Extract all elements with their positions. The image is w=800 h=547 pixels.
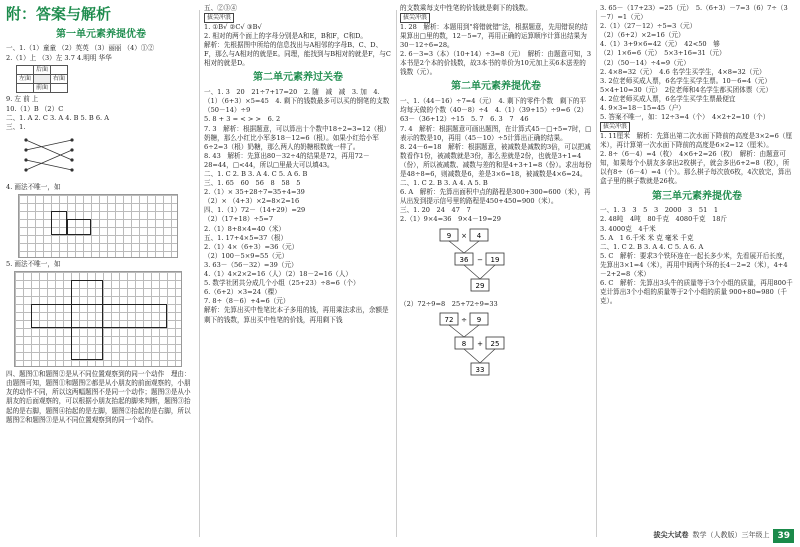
flow-value: 19 bbox=[490, 255, 500, 264]
page-number: 39 bbox=[773, 529, 794, 543]
tag-bajian: 拔尖冲浪 bbox=[600, 122, 630, 132]
svg-text:÷: ÷ bbox=[461, 315, 467, 324]
column-divider bbox=[199, 10, 200, 537]
answer-line: 五、②③④ bbox=[204, 4, 237, 12]
answer-line: （2）（17+18）÷5=7 bbox=[204, 215, 274, 224]
answer-line: 一、1. 3 3 5 3 2000 3 51 1 bbox=[600, 206, 719, 215]
answer-line: 的支数乘每支中性笔的价钱就是剩下的钱数。 bbox=[400, 4, 532, 12]
answer-line: 6. C 解析：先算出3头牛的质量等于3个小组的质量，再用800千克计算出3个小组的质量等于2个小组的质量 900+80=980（千克）。 bbox=[600, 279, 793, 306]
explanation: 解析：先根据图中所给的信息找出与A相邻的字母B、C、D、F，那么与A相对的就是E。同理，能找到与B相对的就是F，与C相对的就是D。 bbox=[204, 41, 391, 68]
svg-text:+: + bbox=[477, 339, 483, 348]
answer-line: 一、1. 3 20 21÷7+17=20 2. 随 减 减 3. 加 4.（1）（6+3）×5=45 4. 剩下的钱数最多可以买的钢笔的支数 （50－14）÷9 bbox=[204, 88, 396, 115]
answer-line: 6. A 解析：先算出面积中点的路程是300+300=600（米），再从出发到提示信号里的路程是450+450=900（米）。 bbox=[400, 188, 591, 206]
tag-bajian: 拔尖冲浪 bbox=[204, 13, 234, 23]
answer-line: 7. 3 解析：根据题意，可以算出十个数中18÷2=3=12（根）奶糖，那么小红比小军多18－12=6（根）。如果小红给小军6÷2=3（根）奶糖，那么两人的奶糖根数就一样了。 bbox=[204, 124, 391, 151]
answer-line: 一、1.（1）童童 （2）英英 （3）丽丽 （4）①② bbox=[6, 44, 155, 53]
flow-diagram-1 bbox=[430, 227, 550, 295]
grid-figure-small bbox=[18, 194, 178, 258]
answer-line: 二、1. C 2. B 3. A 4. C 5. A 6. B bbox=[204, 170, 308, 178]
answer-line: 5. 画法不唯一，如 bbox=[6, 260, 61, 269]
answer-line: 二、1. A 2. C 3. A 4. B 5. B 6. A bbox=[6, 113, 110, 122]
page-footer bbox=[653, 529, 794, 543]
answer-line: 3. 63－（56－32）=39（元） bbox=[204, 260, 298, 269]
table-cell: 前面 bbox=[34, 84, 51, 93]
answer-line: 9. 左 前 上 bbox=[6, 95, 39, 104]
column-4 bbox=[600, 4, 794, 544]
answer-line: 2. 8÷（6－4）=4（枚） 4×6+2=26（枚） 解析：由题意可知，如果每个小朋友多拿出2枚棋子，就会多出6+2=8（枚），所以有8÷（6－4）=4（个）。那么棋子每次放6枚，4次放完，算出盒子里的棋子数就是26枚。 bbox=[600, 150, 792, 186]
flow-value: 9 bbox=[446, 231, 452, 240]
table-cell: 后面 bbox=[34, 65, 51, 74]
answer-line: （2）（6+2）×2=16（元） bbox=[600, 31, 685, 40]
answer-line: 四、1.（1）72－（14+29）=29 bbox=[204, 206, 306, 215]
answer-line: 三、1. 65 60 56 8 58 5 bbox=[204, 179, 301, 188]
flow-value: 36 bbox=[459, 255, 469, 264]
footer-subject: 数学（人教版）三年级上 bbox=[692, 530, 770, 539]
flow-value: 72 bbox=[444, 315, 454, 324]
flow-value: 33 bbox=[475, 365, 485, 374]
footer-brand: 拔尖大试卷 bbox=[653, 530, 689, 539]
answer-line: 5. 8 + 3 = < > > 6. 2 bbox=[204, 115, 281, 124]
column-divider bbox=[596, 10, 597, 537]
answer-line: 7. 8÷（8－6）+4=6（元） bbox=[204, 297, 290, 306]
answer-line: （2）（50－14）÷4=9（元） bbox=[600, 58, 690, 67]
answer-line: 2. 相对的两个面上的字母分别是A和E，B和F，C和D。 bbox=[204, 31, 367, 40]
answer-line: 5. A 1 6.千米 米 克 毫米 千克 bbox=[600, 233, 694, 242]
main-title: 附：答案与解析 bbox=[6, 5, 112, 23]
answer-line: （2）72÷9=8 25+72÷9=33 bbox=[400, 299, 498, 308]
column-1 bbox=[6, 4, 196, 544]
flow-value: 8 bbox=[461, 339, 467, 348]
column-3 bbox=[400, 4, 592, 544]
answer-line: 三、1. 20 24 47 7 bbox=[400, 206, 471, 215]
answer-line: 5. C 解析：要求3个铁环连在一起长多少米，先看展开后长度，先算出3×1=4（米），再用中间两个环的长4－2=2（米），4+4－2+2=8（米） bbox=[600, 251, 790, 279]
answer-line: 4. 9×3=18－15=45（户） bbox=[600, 104, 685, 113]
answer-line: 4. 2位老师买成人票，6名学生买学生票最便宜 bbox=[600, 94, 736, 103]
answer-line: 4. 画法不唯一，如 bbox=[6, 182, 61, 191]
section-title-unit2-pass: 第二单元素养过关卷 bbox=[253, 72, 343, 84]
grid-figure-large bbox=[14, 271, 182, 367]
flow-value: 4 bbox=[476, 231, 482, 240]
table-cell: 右面 bbox=[51, 74, 68, 83]
answer-line: 3. 65－（17+23）=25（元） 5.（6+3）－7=3（6）7÷（3－7）=1（元） bbox=[600, 4, 788, 22]
answer-line: 10.（1）B （2）C bbox=[6, 104, 64, 113]
answer-line: （2）× （4+3）×2=8×2=16 bbox=[204, 197, 300, 206]
flow-diagram-2 bbox=[430, 311, 550, 379]
section-title-unit2-improve: 第二单元素养提优卷 bbox=[451, 81, 541, 93]
answer-line: 5. 答案不唯一，如：12÷3=4（个） 4×2+2=10（个） bbox=[600, 113, 770, 122]
answer-line: 五、1. 17+4×5=37（根） bbox=[204, 233, 288, 242]
answer-line: 二、1. C 2. B 3. A 4. A 5. B bbox=[400, 179, 488, 188]
svg-text:×: × bbox=[461, 231, 467, 240]
answer-line: 2.（1）9×4=36 9×4－19=29 bbox=[400, 215, 501, 224]
answer-line: 2.（1）8+8×4=40（米） bbox=[204, 224, 286, 233]
svg-text:−: − bbox=[477, 255, 483, 264]
answer-line: 一、1.（44－16）÷7=4（元） 4. 剩下的零件个数 剩下的平均每天做的个数（40－8）÷4 4.（1）（39+15）÷9=6（2）63－（36+12）÷15 5. 7 6. 3 7 46 bbox=[400, 97, 588, 124]
section-title-unit1: 第一单元素养提优卷 bbox=[56, 28, 146, 40]
answer-line: 8. 24－6=18 解析：根据题意，被减数是减数的3倍，可以把减数看作1份，被减数就是3份，那么差就是2份，也就是3+1=4（份），所以被减数、减数与差的和是4+3+1=8（份）。求出每份是48÷8=6，则减数是6，差是3×6=18，被减数是4×6=24。 bbox=[400, 142, 592, 178]
answer-line: （2）100－5×9=55（元） bbox=[204, 251, 289, 260]
column-divider bbox=[396, 10, 397, 537]
answer-line: 7. 4 解析：根据题意可画出题图，在计算式45－□+5=7时，□表示的数是10，再用（45－10）÷5计算出正确的结果。 bbox=[400, 124, 592, 142]
answer-line: 1. 28 解析：本题用到"将错就错"法，根据题意，先用错误的结果算出□里的数，12－5=7，再用正确的运算顺序计算出结果为30－12÷6=28。 bbox=[400, 22, 588, 50]
answer-line: 2.（1）（27－12）÷5=3（元） bbox=[600, 22, 697, 31]
answer-line: 2.（1）× 35+28÷7=35+4=39 bbox=[204, 188, 305, 197]
answer-line: 2. 48吨 4吨 80千克 4080千克 18斤 bbox=[600, 215, 728, 224]
answer-line: 3. 2位老师买成人票，6名学生买学生票。10－6=4（元） 5×4+10=30（元） 2位老师和4名学生都买团体票（元） bbox=[600, 76, 775, 94]
answer-line: 8. 43 解析：先算出80－32÷4的结果是72，再用72－28=44，□<44，所以□里最大可以填43。 bbox=[204, 151, 370, 169]
direction-table bbox=[16, 65, 68, 94]
answer-line: 二、1. C 2. B 3. A 4. C 5. A 6. A bbox=[600, 242, 704, 251]
section-title-unit3-improve: 第三单元素养提优卷 bbox=[652, 190, 742, 202]
flow-value: 29 bbox=[475, 281, 485, 290]
answer-line: （2）1×6=6（元） 5×3+16=31（元） bbox=[600, 49, 726, 58]
answer-line: 3. 4000克 4千米 bbox=[600, 224, 656, 233]
answer-line: 2.（1）上 （3）左 3.7 4.明明 华华 bbox=[6, 53, 112, 62]
answer-line: 6.（6+2）×3=24（棵） bbox=[204, 288, 281, 297]
answer-line: 三、1. bbox=[6, 122, 26, 131]
flow-value: 25 bbox=[490, 339, 500, 348]
answer-line: 1. ①B√ ②C√ ③B√ bbox=[204, 22, 262, 31]
matching-lines-figure bbox=[20, 134, 80, 178]
flow-value: 9 bbox=[476, 315, 482, 324]
answer-paragraph: 四、题图①和题图②是从不同位置观察到的同一个动作 理由：由题图可知，题图①和题图②都是从小朋友的前面观察的，小朋友的动作不同，所以这两幅题图不是同一个动作；题图③是从小朋友的后面观察的，可以根据小朋友抬起的脚来判断，题图③抬起的是右脚，题图④抬起的是左脚，题图②抬起的是右脚，所以题图②和题图③是从不同位置观察到的同一个动作。 bbox=[6, 370, 191, 424]
answer-line: 5. 数学社团共分成几个小组（25+23）÷8=6（个） bbox=[204, 279, 360, 288]
answer-line: 2. 6－3=3（本）（10+14）÷3=8（元） 解析：由题意可知，3本书是2个本的价钱数，故3本书的单价为10元加上买6本送差的钱数（元）。 bbox=[400, 50, 592, 77]
answer-line: 2.（1）4×（6+3）=36（元） bbox=[204, 242, 299, 251]
answer-line: 4.（1）4×2×2=16（人）（2）18－2=16（人） bbox=[204, 270, 352, 279]
answer-line: 4.（1）3+9×6=42（元） 42<50 够 bbox=[600, 40, 720, 49]
tag-bajian: 拔尖冲浪 bbox=[400, 13, 430, 23]
table-cell: 左面 bbox=[17, 74, 34, 83]
column-2 bbox=[204, 4, 396, 544]
answer-line: 1. 11厘米 解析：先算出第二次水面下降前的高度是3×2=6（厘米），再计算第一次水面下降前的高度是6×2=12（厘米）。 bbox=[600, 132, 793, 150]
answer-line: 2. 4×8=32（元） 4.6 名学生买学生，4×8=32（元） bbox=[600, 67, 766, 76]
answer-line: 解析：先算出买中性笔比本子多用的钱，再用乘法求出，余额是剩下的钱数，算出买中性笔的价钱，再用剩下钱 bbox=[204, 306, 389, 324]
